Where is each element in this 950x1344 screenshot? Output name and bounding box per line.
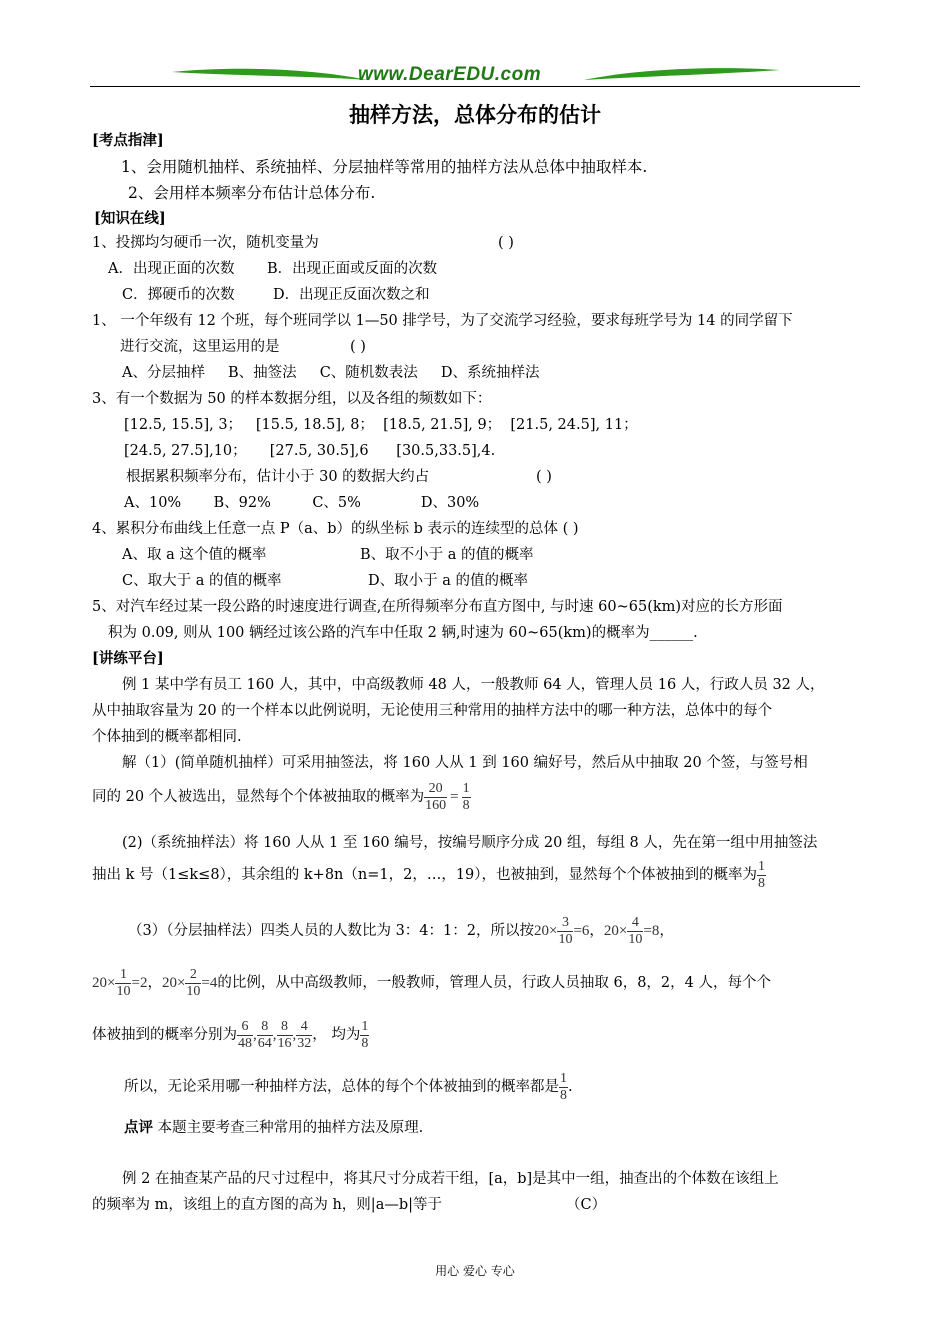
equals-sign: = xyxy=(573,923,582,939)
header-rule xyxy=(90,86,860,87)
ex1-solution-3-line-2 xyxy=(92,966,771,1000)
times-sign: × xyxy=(176,975,186,991)
fraction-8-16: $\frac{8}{16}$ xyxy=(277,1018,292,1051)
comma: ， xyxy=(659,923,674,939)
ex1-solution-3-text-4: ， 均为 xyxy=(312,1027,361,1043)
q4-stem: 4、累积分布曲线上任意一点 P（a、b）的纵坐标 b 表示的连续型的总体 ( ) xyxy=(92,521,579,537)
fraction-3-10: $\frac{3}{10}$ xyxy=(558,914,573,947)
result-8: 8 xyxy=(651,923,660,939)
ex1-solution-3-line-1 xyxy=(128,914,674,948)
q4-option-d: D、取小于 a 的值的概率 xyxy=(368,573,528,589)
fraction-6-48: $\frac{6}{48}$ xyxy=(238,1018,252,1051)
logo-swoosh-right-icon xyxy=(582,62,782,88)
q1-answer-paren: ( ) xyxy=(498,235,514,251)
ex1-solution-3-text-2: 的比例，从中高级教师，一般教师，管理人员，行政人员抽取 6，8，2，4 人，每个个 xyxy=(217,975,771,991)
times-sign: × xyxy=(107,975,116,991)
logo-swoosh-left-icon xyxy=(170,62,370,88)
logo-text: www.DearEDU.com xyxy=(358,64,542,85)
q1-stem: 1、投掷均匀硬币一次，随机变量为 xyxy=(92,235,319,251)
fraction-4-10: $\frac{4}{10}$ xyxy=(628,914,643,947)
equals-sign: = xyxy=(643,923,652,939)
number-20: 20 xyxy=(161,975,177,991)
fraction-1-8: $\frac{1}{8}$ xyxy=(361,1018,369,1051)
ex2-para-line-2: 的频率为 m，该组上的直方图的高为 h，则|a—b|等于 xyxy=(92,1197,443,1213)
ex1-conclusion xyxy=(124,1070,573,1104)
q4-option-a: A、取 a 这个值的概率 xyxy=(122,547,267,563)
equals-sign: = xyxy=(450,789,459,805)
fraction-20-160: $\frac{20}{160}$ xyxy=(425,780,447,813)
ex1-solution-3-text-3: 体被抽到的概率分别为 xyxy=(92,1027,237,1043)
fraction-1-8: $\frac{1}{8}$ xyxy=(758,858,766,891)
times-sign: × xyxy=(618,923,628,939)
q3-ask: 根据累积频率分布，估计小于 30 的数据大约占 xyxy=(126,469,430,485)
ex1-conclusion-end: . xyxy=(568,1079,573,1095)
fraction-8-64: $\frac{8}{64}$ xyxy=(257,1018,272,1051)
fraction-1-8: $\frac{1}{8}$ xyxy=(560,1070,567,1103)
comma: , xyxy=(253,1027,257,1043)
comma: , xyxy=(292,1027,297,1043)
fraction-1-10: $\frac{1}{10}$ xyxy=(116,966,131,999)
ex1-solution-1-line-1: 解（1）(简单随机抽样）可采用抽签法，将 160 人从 1 到 160 编好号，然后从中抽取 20 个签，与签号相 xyxy=(122,755,808,771)
page-footer: 用心 爱心 专心 xyxy=(435,1264,515,1278)
q5-line-2: 积为 0.09, 则从 100 辆经过该公路的汽车中任取 2 辆,时速为 60~65(km)的概率为______. xyxy=(108,625,698,641)
objective-line-2: 2、会用样本频率分布估计总体分布. xyxy=(128,184,376,202)
page-title: 抽样方法，总体分布的估计 xyxy=(349,103,601,127)
section-heading-zhishi: [知识在线] xyxy=(94,210,166,227)
q3-data-line-2: [24.5, 27.5],10； [27.5, 30.5],6 [30.5,33.5],4. xyxy=(124,443,496,459)
section-heading-kaodian: [考点指津] xyxy=(92,132,164,149)
ex1-para-line-2: 从中抽取容量为 20 的一个样本以此例说明，无论使用三种常用的抽样方法中的哪一种方法，总体中的每个 xyxy=(92,703,773,719)
ex1-solution-3-line-3 xyxy=(92,1018,369,1052)
q3-options: A、10% B、92% C、5% D、30% xyxy=(124,495,480,511)
result-2: 2 xyxy=(139,975,148,991)
q2-options: A、分层抽样 B、抽签法 C、随机数表法 D、系统抽样法 xyxy=(122,365,540,381)
ex1-para-line-1: 例 1 某中学有员工 160 人，其中，中高级教师 48 人，一般教师 64 人，管理人员 16 人，行政人员 32 人， xyxy=(122,677,825,693)
ex2-answer: （C） xyxy=(566,1197,607,1213)
times-sign: × xyxy=(548,923,558,939)
q1-option-b: B．出现正面或反面的次数 xyxy=(267,261,438,277)
q4-option-b: B、取不小于 a 的值的概率 xyxy=(360,547,534,563)
result-4: 4 xyxy=(209,975,218,991)
fraction-4-32: $\frac{4}{32}$ xyxy=(297,1018,312,1051)
q5-line-1: 5、对汽车经过某一段公路的时速度进行调查,在所得频率分布直方图中, 与时速 60~65(km)对应的长方形面 xyxy=(92,599,783,615)
comma: ， xyxy=(589,923,604,939)
ex2-para-line-1: 例 2 在抽查某产品的尺寸过程中，将其尺寸分成若干组，[a，b]是其中一组，抽查出的个体数在该组上 xyxy=(122,1171,779,1187)
ex1-solution-3-text: （3）（分层抽样法）四类人员的人数比为 3：4：1：2，所以按 xyxy=(128,923,534,939)
equals-sign: = xyxy=(201,975,210,991)
number-20: 20 xyxy=(92,975,107,991)
q2-stem-line-2: 进行交流，这里运用的是 xyxy=(120,339,280,355)
q3-answer-paren: ( ) xyxy=(536,469,552,485)
q3-stem: 3、有一个数据为 50 的样本数据分组，以及各组的频数如下： xyxy=(92,391,492,407)
fraction-1-8: $\frac{1}{8}$ xyxy=(462,780,470,813)
ex1-solution-2-text: 抽出 k 号（1≤k≤8），其余组的 k+8n（n=1，2，…，19），也被抽到，显然每个个体被抽到的概率为 xyxy=(92,867,758,883)
q1-option-d: D．出现正反面次数之和 xyxy=(273,287,430,303)
number-20: 20 xyxy=(603,923,619,939)
comma: , xyxy=(272,1027,277,1043)
q1-option-c: C．掷硬币的次数 xyxy=(122,287,235,303)
ex1-solution-1-line-2 xyxy=(92,780,471,814)
comment-text: 本题主要考查三种常用的抽样方法及原理. xyxy=(157,1120,424,1136)
ex1-solution-2-line-2 xyxy=(92,858,766,892)
ex1-solution-2-line-1: (2)（系统抽样法）将 160 人从 1 至 160 编号，按编号顺序分成 20 组，每组 8 人，先在第一组中用抽签法 xyxy=(122,835,818,851)
q2-stem-line-1: 1、 一个年级有 12 个班，每个班同学以 1—50 排学号，为了交流学习经验，要求每班学号为 14 的同学留下 xyxy=(92,313,793,329)
q2-answer-paren: ( ) xyxy=(350,339,366,355)
ex1-solution-1-text: 同的 20 个人被选出，显然每个个体被抽取的概率为 xyxy=(92,789,425,805)
q4-option-c: C、取大于 a 的值的概率 xyxy=(122,573,282,589)
comment-label: 点评 xyxy=(124,1119,153,1136)
fraction-2-10: $\frac{2}{10}$ xyxy=(186,966,201,999)
section-heading-jianglian: [讲练平台] xyxy=(92,650,164,667)
comma: ， xyxy=(147,975,162,991)
ex1-para-line-3: 个体抽到的概率都相同. xyxy=(92,729,242,745)
objective-line-1: 1、会用随机抽样、系统抽样、分层抽样等常用的抽样方法从总体中抽取样本. xyxy=(121,158,648,176)
result-6: 6 xyxy=(581,923,590,939)
number-20: 20 xyxy=(533,923,549,939)
ex1-comment xyxy=(124,1118,423,1138)
equals-sign: = xyxy=(131,975,140,991)
q1-option-a: A．出现正面的次数 xyxy=(108,261,235,277)
q3-data-line-1: [12.5, 15.5], 3； [15.5, 18.5], 8； [18.5, 21.5], 9； [21.5, 24.5], 11； xyxy=(124,417,638,433)
ex1-conclusion-text: 所以，无论采用哪一种抽样方法，总体的每个个体被抽到的概率都是 xyxy=(124,1079,559,1095)
